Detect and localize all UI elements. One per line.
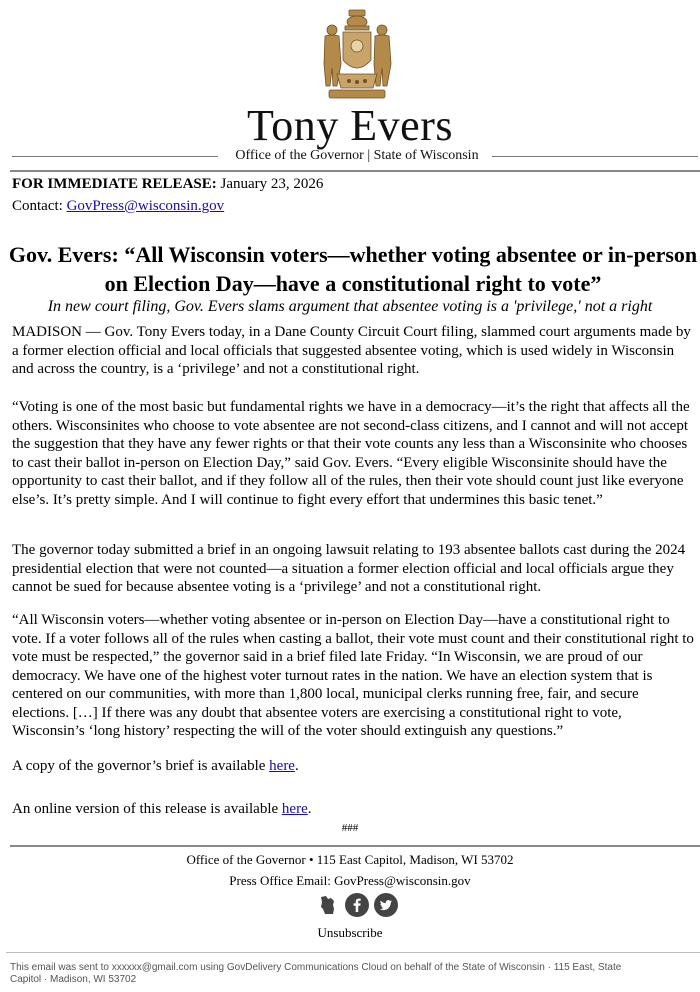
contact-email-link[interactable]: GovPress@wisconsin.gov	[66, 198, 225, 214]
brand-rule-right	[492, 156, 698, 157]
body-paragraph-2: “Voting is one of the most basic but fundamental rights we have in a democracy—it’s the right that affects all the others. Wisconsinites who choose to vote absentee are not second-class citizens, and I cannot and will not accept the suggestion that they have any fewer rights or that their vote counts any less than a Wisconsinite who chooses to cast their ballot in-person on Election Day,” said Gov. Evers. “Every eligible Wisconsinite should have the opportunity to cast their ballot, and if they follow all of the rules, then their vote should count just like everyone else’s. It’s pretty simple. And I will continue to fight every effort that undermines this basic tenet.”	[12, 399, 690, 508]
header-divider	[10, 170, 700, 172]
delivery-disclaimer: This email was sent to xxxxxx@gmail.com using GovDelivery Communications Cloud on behalf of the State of Wisconsin · 115 East, State Capitol · Madison, WI 53702	[10, 962, 622, 985]
brief-copy-end: .	[294, 758, 299, 774]
end-marker: ###	[341, 822, 359, 834]
release-line	[12, 176, 323, 193]
brand-rule-left	[12, 156, 218, 157]
subheadline: In new court filing, Gov. Evers slams argument that absentee voting is a 'privilege,' not a right	[47, 298, 653, 315]
brief-copy-paragraph	[12, 757, 694, 776]
body-paragraph-4: “All Wisconsin voters—whether voting absentee or in-person on Election Day—have a constitutional right to vote. If a voter follows all of the rules when casting a ballot, their vote must count and their constitutional right to vote must be respected,” the governor said in a brief filed late Friday. “In Wisconsin, we are proud of our democracy. We have one of the highest voter turnout rates in the nation. We have an election system that is centered on our communities, with more than 1,800 local, municipal clerks running free, fair, and secure elections. […] If there was any doubt that absentee voters are exercising a constitutional right to vote, Wisconsin’s ‘long history’ respecting the will of the voter should extinguish any questions.”	[12, 612, 694, 739]
wisconsin-state-icon[interactable]	[316, 893, 340, 917]
facebook-icon[interactable]	[345, 893, 369, 917]
footer-press-email: Press Office Email: GovPress@wisconsin.gov	[229, 873, 471, 888]
twitter-icon[interactable]	[374, 893, 398, 917]
governor-name: Tony Evers	[247, 101, 453, 150]
office-subtitle: Office of the Governor | State of Wisconsin	[235, 148, 479, 163]
contact-line	[12, 198, 224, 215]
disclaimer-divider	[6, 952, 700, 953]
brief-link[interactable]: here	[269, 758, 295, 774]
headline: Gov. Evers: “All Wisconsin voters—whether voting absentee or in-person on Election Day—have a constitutional right to vote”	[8, 242, 698, 296]
release-date: January 23, 2026	[216, 176, 324, 192]
social-icons	[316, 893, 398, 919]
body-paragraph-3: The governor today submitted a brief in an ongoing lawsuit relating to 193 absentee ballots cast during the 2024 presidential election that were not counted—a situation a former election official and local officials argue they cannot be sued for because absentee voting is a ‘privilege’ and not a constitutional right.	[12, 542, 686, 595]
online-version-link[interactable]: here	[281, 801, 308, 817]
online-version-text: An online version of this release is available	[12, 801, 282, 817]
contact-label: Contact:	[12, 198, 67, 214]
footer-address: Office of the Governor • 115 East Capitol, Madison, WI 53702	[186, 852, 514, 867]
unsubscribe-link[interactable]: Unsubscribe	[317, 925, 383, 940]
brief-copy-text: A copy of the governor’s brief is available	[12, 758, 270, 774]
footer-divider	[10, 845, 700, 847]
online-version-end: .	[307, 801, 312, 817]
release-label: FOR IMMEDIATE RELEASE:	[12, 176, 217, 192]
online-version-paragraph	[12, 800, 694, 819]
state-seal-logo	[315, 8, 399, 104]
body-paragraph-1: MADISON — Gov. Tony Evers today, in a Dane County Circuit Court filing, slammed court arguments made by a former election official and local officials that suggested absentee voting, which is used widely in Wisconsin and across the country, is a ‘privilege’ and not a constitutional right.	[12, 324, 691, 377]
